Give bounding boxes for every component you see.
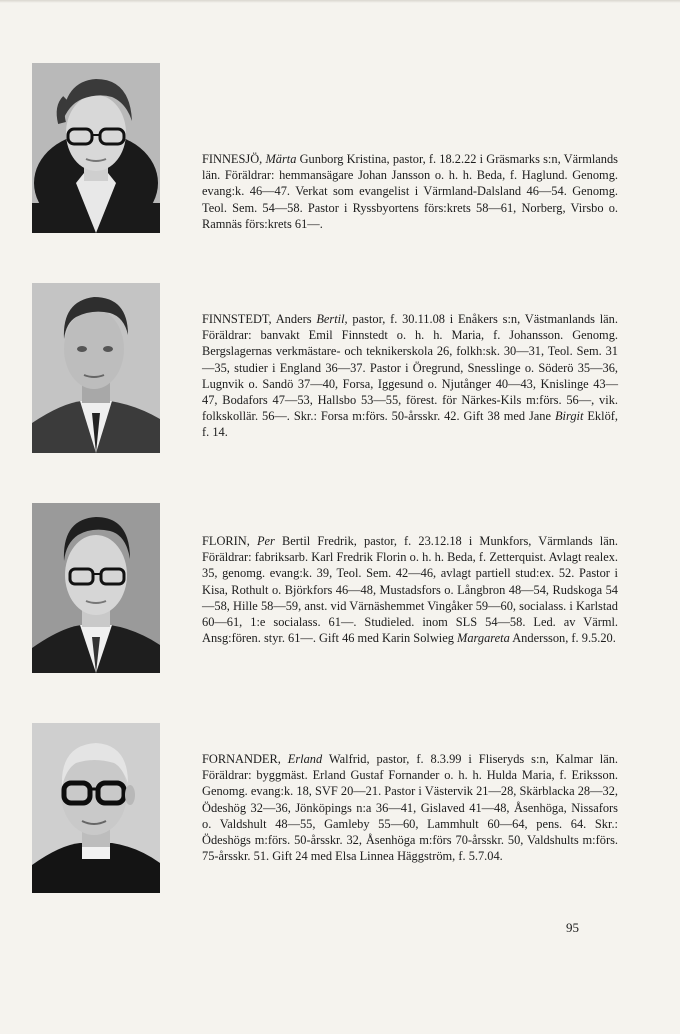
surname: FORNANDER, xyxy=(202,752,281,766)
page-edge xyxy=(0,0,680,3)
portrait-photo xyxy=(32,723,160,893)
surname: FLORIN, xyxy=(202,534,250,548)
biography-body: pastor, f. 18.2.22 i Gräsmarks s:n, Värmlands län. Föräldrar: hemmansägare Johan Jansson o. h. h. Beda, f. Haglund. Genomg. evang:k. 46—47. Verkat som evangelist i Värmland-Dalsland 46—54. Genomg. Teol. Sem. 54—58. Pastor i Ryssbyortens förs:krets 58—61, Norberg, Virsbo o. Ramnäs förs:krets 61—. xyxy=(202,152,618,231)
given-names: Anders xyxy=(275,312,312,326)
page-number: 95 xyxy=(566,920,579,935)
given-names: Gunborg Kristina, xyxy=(299,152,390,166)
portrait-photo xyxy=(32,503,160,673)
given-names: Walfrid, xyxy=(328,752,370,766)
spouse-name-italic: Margareta xyxy=(457,631,510,646)
biography-end: Andersson, f. 9.5.20. xyxy=(512,631,616,646)
surname: FINNESJÖ, xyxy=(202,152,263,166)
spouse-name-italic: Birgit xyxy=(554,409,584,424)
woman-glasses-portrait-icon xyxy=(32,63,160,233)
given-name-italic: Erland xyxy=(287,752,323,766)
biography-body: pastor, f. 8.3.99 i Fliseryds s:n, Kalmar län. Föräldrar: byggmäst. Erland Gustaf Fornander o. h. h. Hulda Maria, f. Eriksson. Genomg. evang:k. 18, SVF 20—21. Pastor i Västervik 21—28, Skärblacka 28—32, Ödeshög 32—36, Jönköpings n:a 36—41, Gislaved 41—48, Åsenhöga, Nissafors o. Valdshult 48—55, Gamleby 55—60, Lammhult 60—64, pens. 64. Skr.: Ödeshögs m:förs. 50-årsskr. 32, Åsenhöga m:förs 70-årsskr. 50, Valdshults m:förs. 75-årsskr. 51. Gift 24 med Elsa Linnea Häggström, f. 5.7.04. xyxy=(202,752,619,864)
man-glasses-portrait-icon xyxy=(32,503,160,673)
given-names: Bertil Fredrik, xyxy=(282,534,357,548)
biography-body: pastor, f. 23.12.18 i Munkfors, Värmlands län. Föräldrar: fabriksarb. Karl Fredrik Florin o. h. h. Beda, f. Zetterquist. Avlagt realex. 35, genomg. evang:k. 39, Teol. Sem. 42—46, avlagt partiell stud:ex. 52. Pastor i Kisa, Rothult o. Björkfors 46—48, Mustadsfors o. Långbron 48—54, Rudskoga 54—58, Hille 58—59, anst. vid Värnäshemmet Vingåker 59—60, socialass. i Karlstad 60—61, 1:e socialass. 61—. Studieled. inom SLS 54—58. Led. av Värml. Ansg:fören. styr. 61—. Gift 46 med Karin Solwieg xyxy=(202,534,618,646)
biography-body: pastor, f. 30.11.08 i Enåkers s:n, Västmanlands län. Föräldrar: banvakt Emil Finnstedt o. h. h. Maria, f. Johansson. Genomg. Bergslagernas verkmästare- och teknikerskola 26, folkh:sk. 30—31, Teol. Sem. 31—35, studier i England 36—37. Pastor i Öregrund, Snesslinge o. Söderö 35—36, Lugnvik o. Sandö 37—40, Forsa, Iggesund o. Njutånger 40—43, Knislinge 43—47, Bodafors 47—53, Hallsbo 53—55, förest. för Närkes-Kils m:förs. 56—, vik. folkskollär. 56—. Skr.: Forsa m:förs. 50-årsskr. 42. Gift 38 med Jane xyxy=(202,312,618,424)
biography-text xyxy=(202,151,618,232)
biography-text xyxy=(202,751,618,864)
biography-end: Eklöf, f. 14. xyxy=(202,409,618,440)
man-portrait-icon xyxy=(32,283,160,453)
given-name-italic: Per xyxy=(256,534,275,548)
surname: FINNSTEDT, xyxy=(202,312,272,326)
older-man-glasses-collar-portrait-icon xyxy=(32,723,160,893)
given-name-italic: Bertil, xyxy=(316,312,348,326)
biography-text xyxy=(202,311,618,441)
biography-text xyxy=(202,533,618,646)
given-name-italic: Märta xyxy=(265,152,297,166)
portrait-photo xyxy=(32,283,160,453)
portrait-photo xyxy=(32,63,160,233)
